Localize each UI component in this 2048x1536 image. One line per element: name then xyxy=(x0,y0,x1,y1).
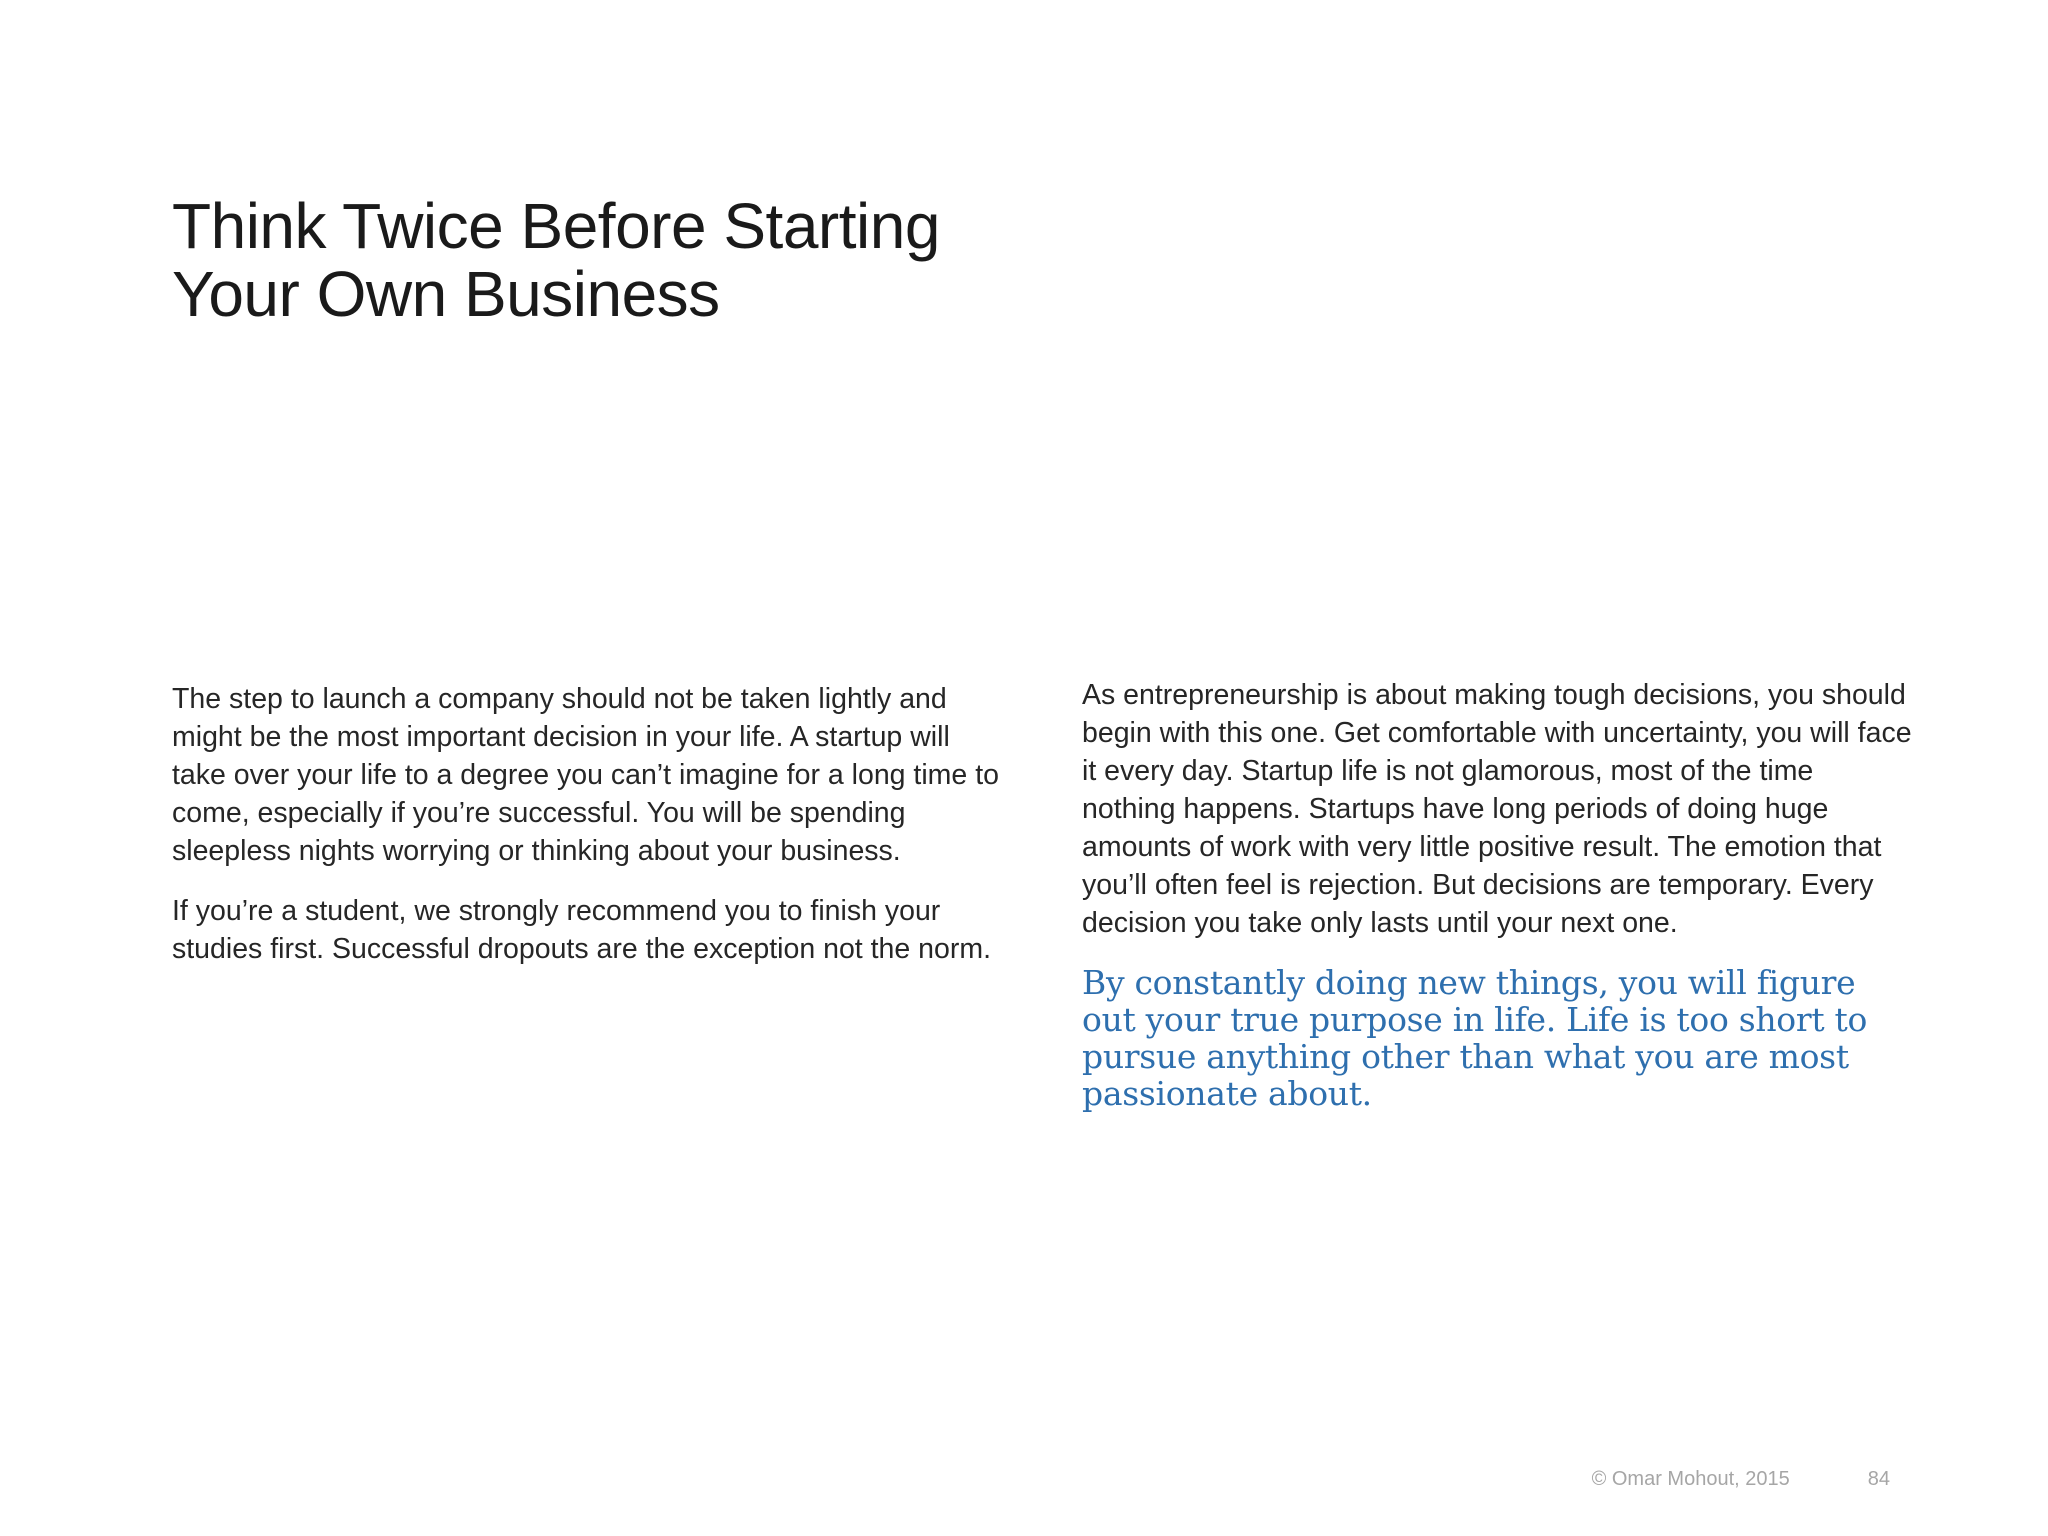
page-title-line-2: Your Own Business xyxy=(172,258,720,330)
page-number: 84 xyxy=(1867,1468,1890,1490)
copyright-notice: © Omar Mohout, 2015 xyxy=(1591,1468,1790,1490)
right-column xyxy=(1082,676,1912,1112)
page-title xyxy=(172,192,1072,328)
left-column xyxy=(172,680,1002,968)
right-paragraph: As entrepreneurship is about making tough decisions, you should begin with this one. Get comfortable with uncertainty, you will face it every day. Startup life is not glamorous, most of the time nothing happens. Startups have long periods of doing huge amounts of work with very little positive result. The emotion that you’ll often feel is rejection. But decisions are temporary. Every decision you take only lasts until your next one. xyxy=(1082,679,1912,939)
page-title-line-1: Think Twice Before Starting xyxy=(172,190,940,262)
page-footer xyxy=(1592,1468,1890,1491)
pull-quote: By constantly doing new things, you will figure out your true purpose in life. Life is too short to pursue anything other than what you are most passionate about. xyxy=(1082,963,1868,1113)
left-paragraph-2: If you’re a student, we strongly recommend you to finish your studies first. Successful dropouts are the exception not the norm. xyxy=(172,895,992,965)
left-paragraph-1: The step to launch a company should not be taken lightly and might be the most important decision in your life. A startup will take over your life to a degree you can’t imagine for a long time to come, especially if you’re successful. You will be spending sleepless nights worrying or thinking about your business. xyxy=(172,683,999,867)
